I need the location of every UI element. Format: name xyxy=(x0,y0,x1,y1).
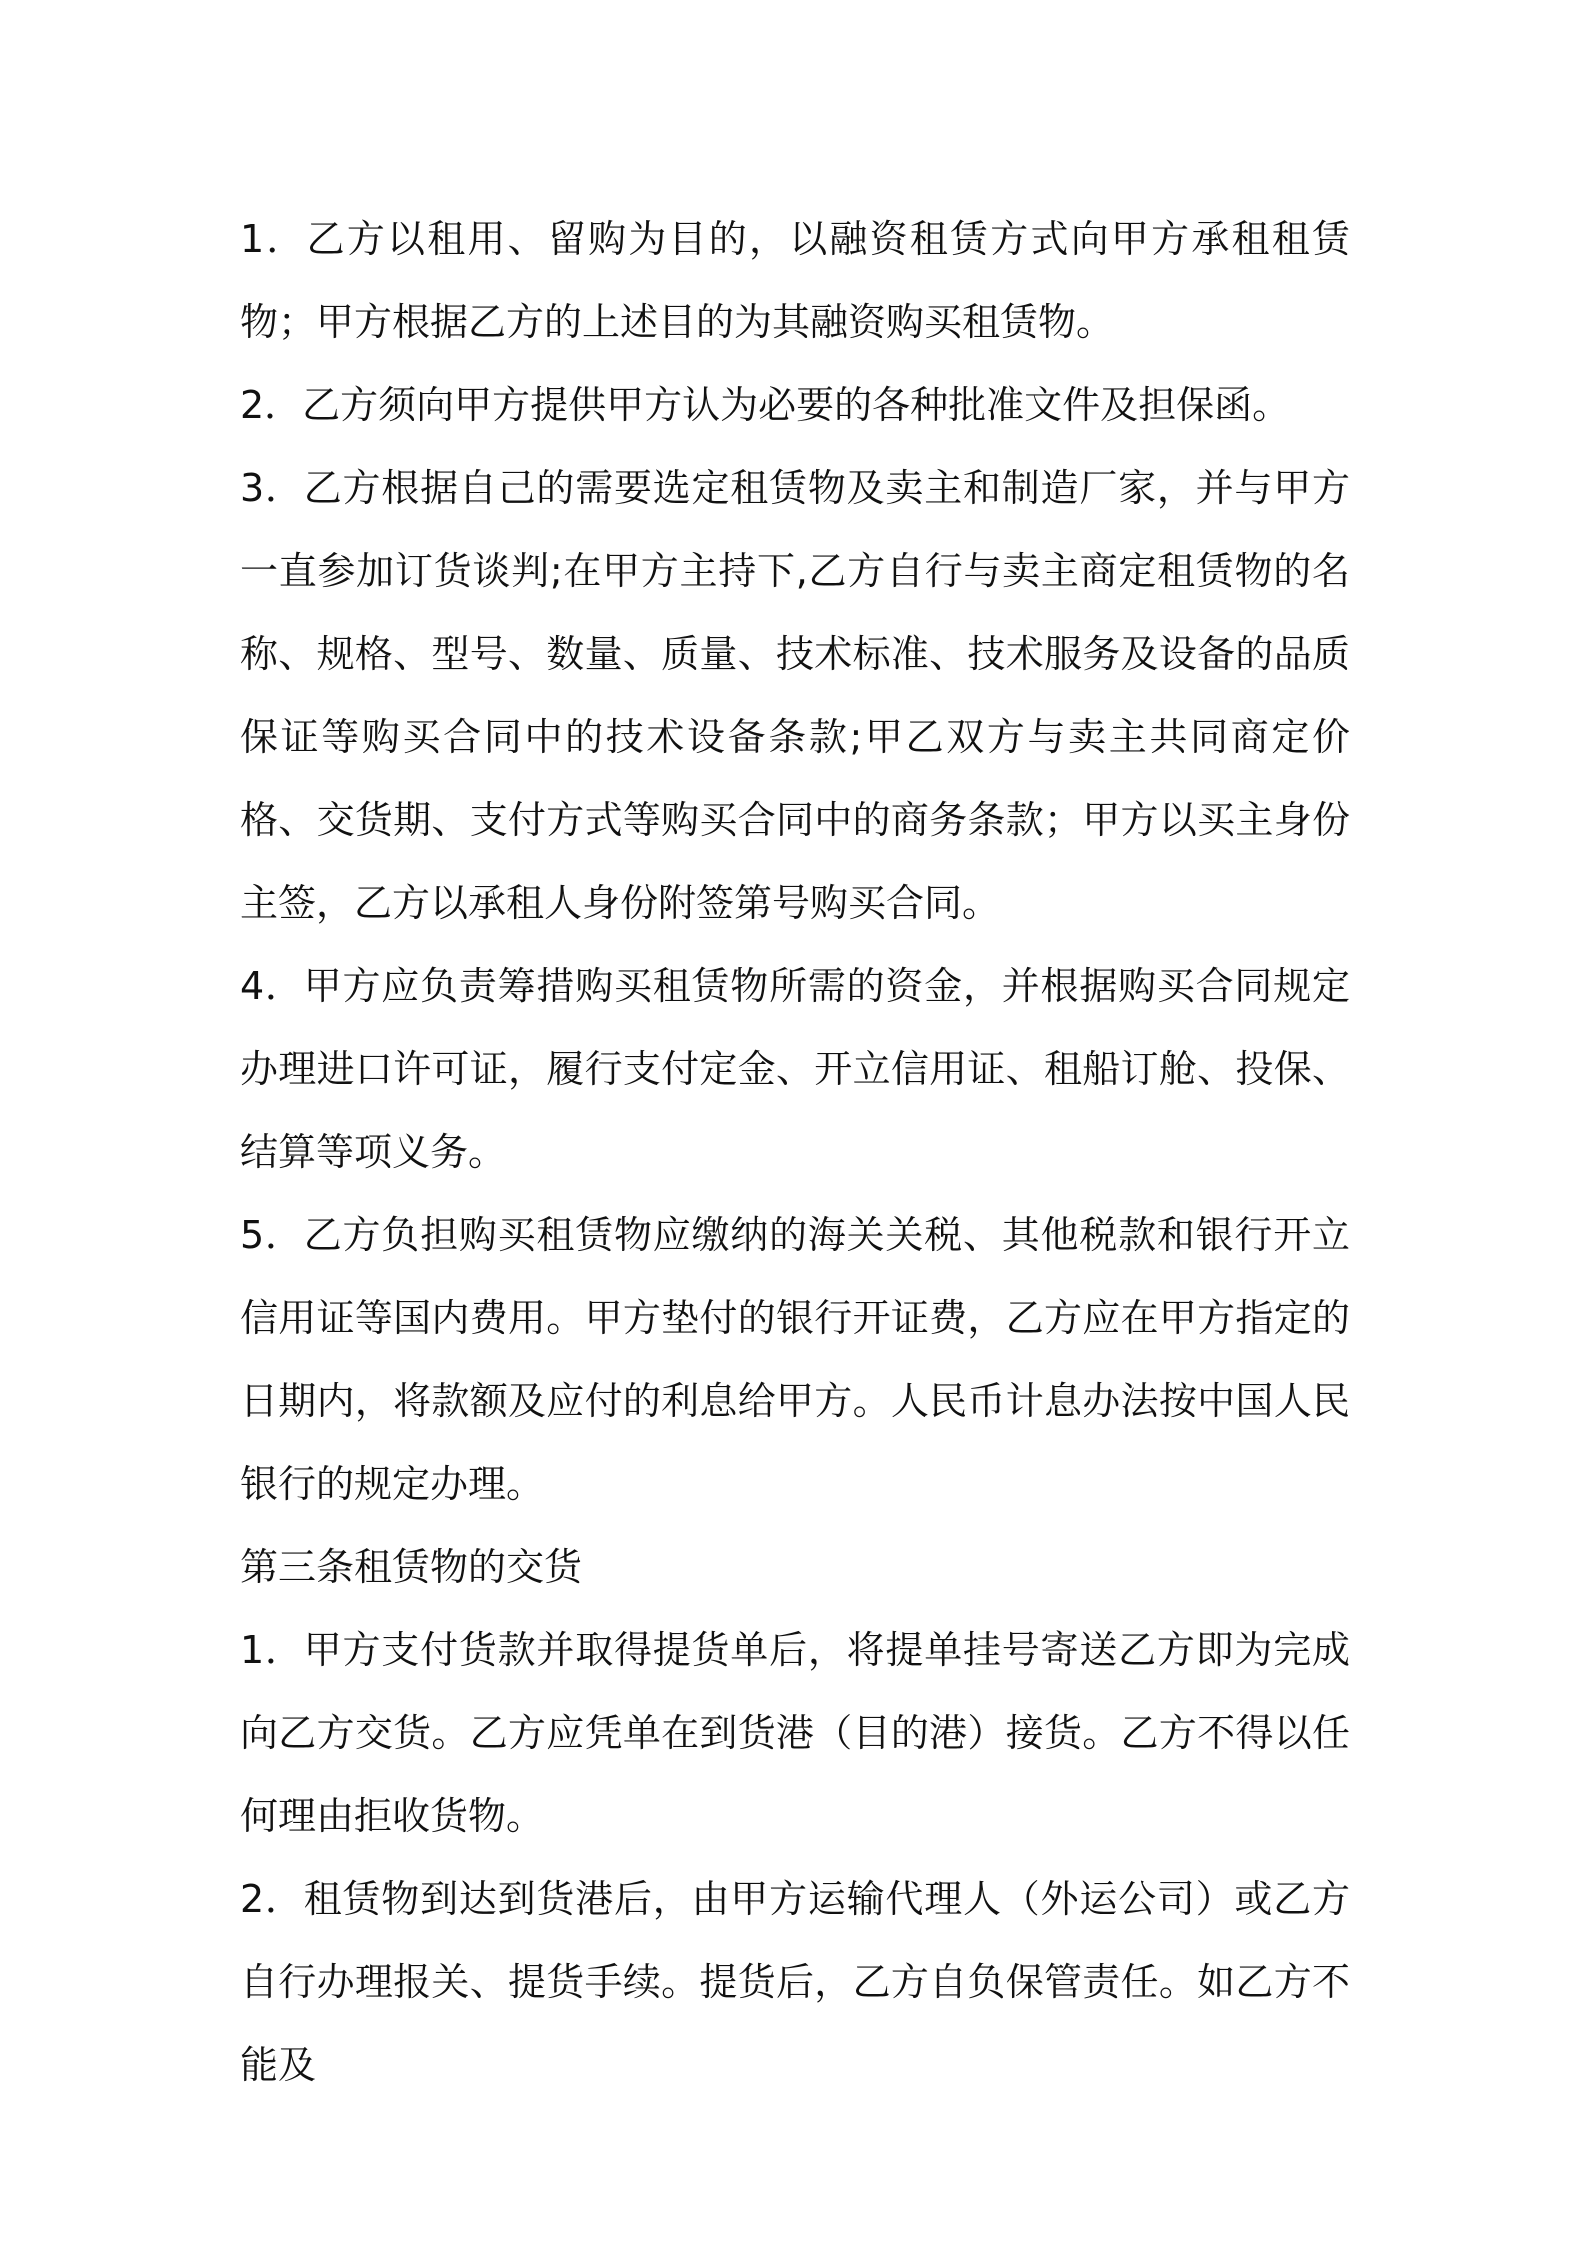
paragraph-1: 1．乙方以租用、留购为目的，以融资租赁方式向甲方承租租赁物；甲方根据乙方的上述目的为其融资购买租赁物。 xyxy=(240,217,1350,344)
section-paragraph-2: 2．租赁物到达到货港后，由甲方运输代理人（外运公司）或乙方自行办理报关、提货手续。提货后，乙方自负保管责任。如乙方不能及 xyxy=(240,1877,1350,2087)
section-paragraph-1: 1．甲方支付货款并取得提货单后，将提单挂号寄送乙方即为完成向乙方交货。乙方应凭单在到货港（目的港）接货。乙方不得以任何理由拒收货物。 xyxy=(240,1628,1350,1838)
paragraph-3: 3．乙方根据自己的需要选定租赁物及卖主和制造厂家，并与甲方一直参加订货谈判;在甲方主持下,乙方自行与卖主商定租赁物的名称、规格、型号、数量、质量、技术标准、技术服务及设备的品质保证等购买合同中的技术设备条款;甲乙双方与卖主共同商定价格、交货期、支付方式等购买合同中的商务条款；甲方以买主身份主签，乙方以承租人身份附签第号购买合同。 xyxy=(240,466,1350,925)
section-heading: 第三条租赁物的交货 xyxy=(240,1545,583,1589)
paragraph-4: 4．甲方应负责筹措购买租赁物所需的资金，并根据购买合同规定办理进口许可证，履行支付定金、开立信用证、租船订舱、投保、结算等项义务。 xyxy=(240,964,1350,1174)
paragraph-5: 5．乙方负担购买租赁物应缴纳的海关关税、其他税款和银行开立信用证等国内费用。甲方垫付的银行开证费，乙方应在甲方指定的日期内，将款额及应付的利息给甲方。人民币计息办法按中国人民银行的规定办理。 xyxy=(240,1213,1350,1506)
document-body xyxy=(240,198,1350,2107)
paragraph-2: 2．乙方须向甲方提供甲方认为必要的各种批准文件及担保函。 xyxy=(240,383,1291,427)
